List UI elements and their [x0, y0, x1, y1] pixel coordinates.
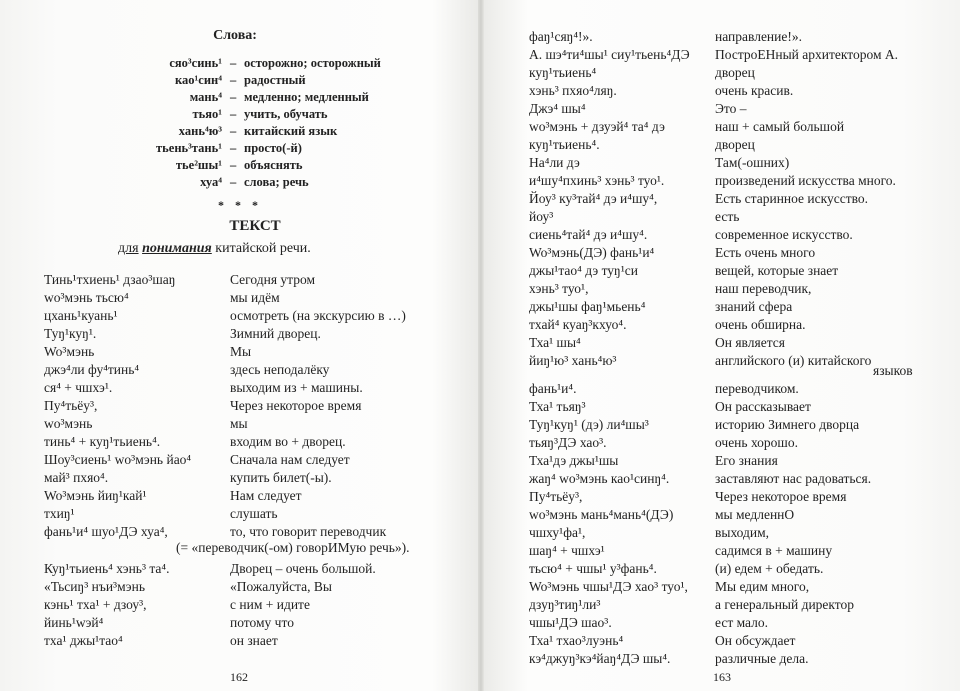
text-line — [529, 208, 939, 226]
chinese-text: тха¹ джы¹тао⁴ — [44, 633, 123, 648]
russian-text: очень хорошо. — [715, 435, 798, 450]
russian-text: а генеральный директор — [715, 597, 855, 612]
text-line — [529, 578, 939, 596]
russian-text: (и) едем + обедать. — [715, 561, 824, 576]
vocab-meaning: радостный — [244, 73, 306, 87]
vocab-title: Слова: — [213, 28, 257, 43]
russian-text: садимся в + машину — [715, 543, 833, 558]
russian-text: входим во + дворец. — [230, 434, 346, 449]
vocab-meaning: медленно; медленный — [244, 90, 369, 104]
text-line — [529, 416, 939, 434]
text-line — [529, 632, 939, 650]
vocab-row — [110, 141, 440, 157]
russian-text: переводчиком. — [715, 381, 799, 396]
chinese-text: ся⁴ + чшхэ¹. — [44, 380, 113, 395]
text-line — [529, 524, 939, 542]
chinese-text: Wo³мэнь(ДЭ) фань¹и⁴ — [529, 245, 655, 260]
chinese-text: куŋ¹тьиень⁴ — [529, 65, 597, 80]
text-line — [44, 632, 454, 650]
text-line — [529, 560, 939, 578]
vocab-row — [110, 90, 440, 106]
text-line — [529, 46, 939, 64]
text-line — [44, 397, 454, 415]
chinese-text: сиень⁴тай⁴ дэ и⁴шу⁴. — [529, 227, 648, 242]
russian-text: вещей, которые знает — [715, 263, 839, 278]
vocab-dash: – — [230, 73, 237, 87]
section-separator: * * * — [218, 198, 262, 212]
chinese-text: Куŋ¹тьиень⁴ хэнь³ та⁴. — [44, 561, 170, 576]
vocab-row — [110, 73, 440, 89]
vocab-meaning: слова; речь — [244, 175, 309, 189]
chinese-text: йиŋ¹ю³ хань⁴ю³ — [529, 353, 617, 368]
russian-text: «Пожалуйста, Вы — [230, 579, 332, 594]
chinese-text: тьсю⁴ + чшы¹ у³фань⁴. — [529, 561, 657, 576]
text-line — [529, 614, 939, 632]
russian-text: дворец — [715, 137, 755, 152]
chinese-text: Тха¹ шы⁴ — [529, 335, 581, 350]
text-line — [44, 415, 454, 433]
chinese-text: wo³мэнь тьсю⁴ — [44, 290, 129, 305]
vocab-dash: – — [230, 90, 237, 104]
russian-text: Через некоторое время — [715, 489, 847, 504]
chinese-text: фань¹и⁴ шуо¹ДЭ хуа⁴, — [44, 524, 168, 539]
text-line — [529, 244, 939, 262]
text-line — [44, 578, 454, 596]
vocab-row — [110, 56, 440, 72]
text-line — [529, 190, 939, 208]
chinese-text: йоу³ — [529, 209, 554, 224]
vocab-dash: – — [230, 56, 237, 70]
text-line — [44, 271, 454, 289]
russian-text: то, что говорит переводчик — [230, 524, 387, 539]
russian-text: английского (и) китайского — [715, 353, 872, 368]
text-line — [529, 650, 939, 668]
text-line — [529, 398, 939, 416]
text-line — [529, 434, 939, 452]
chinese-text: Пу⁴тьёу³, — [44, 398, 98, 413]
subtitle-part-emphasis: понимания — [142, 241, 212, 256]
chinese-text: шаŋ⁴ + чшхэ¹ — [529, 543, 605, 558]
chinese-text: йинь¹wэй⁴ — [44, 615, 104, 630]
chinese-text: цхань¹куань¹ — [44, 308, 118, 323]
russian-text: Мы — [230, 344, 252, 359]
book-gutter — [478, 0, 484, 691]
chinese-text: Wo³мэнь — [44, 344, 95, 359]
chinese-text: тинь⁴ + куŋ¹тьиень⁴. — [44, 434, 161, 449]
text-line — [529, 470, 939, 488]
chinese-text: жаŋ⁴ wo³мэнь као¹синŋ⁴. — [529, 471, 670, 486]
text-line — [529, 64, 939, 82]
russian-text: наш переводчик, — [715, 281, 812, 296]
subtitle-part: китайской речи. — [215, 241, 311, 256]
russian-text: Сегодня утром — [230, 272, 316, 287]
russian-text: дворец — [715, 65, 755, 80]
russian-text: ест мало. — [715, 615, 769, 630]
text-line — [529, 262, 939, 280]
russian-text: Его знания — [715, 453, 778, 468]
russian-text: наш + самый большой — [715, 119, 845, 134]
chinese-text: Туŋ¹куŋ¹. — [44, 326, 97, 341]
vocab-dash: – — [230, 141, 237, 155]
text-line — [529, 136, 939, 154]
russian-text: Через некоторое время — [230, 398, 362, 413]
vocab-row — [110, 107, 440, 123]
chinese-text: На⁴ли дэ — [529, 155, 580, 170]
vocab-dash: – — [230, 124, 237, 138]
vocab-meaning: объяснять — [244, 158, 303, 172]
vocab-row — [110, 124, 440, 140]
chinese-text: дзуŋ³тиŋ¹ли³ — [529, 597, 601, 612]
text-line — [529, 226, 939, 244]
text-line — [44, 433, 454, 451]
note-line: (= «переводчик(-ом) говорИМую речь»). — [176, 540, 410, 555]
russian-text: Мы едим много, — [715, 579, 810, 594]
russian-text: с ним + идите — [230, 597, 310, 612]
text-line — [44, 451, 454, 469]
russian-text: Зимний дворец. — [230, 326, 321, 341]
russian-text: он знает — [230, 633, 278, 648]
russian-text: есть — [715, 209, 740, 224]
vocab-meaning: просто(-й) — [244, 141, 302, 155]
russian-text: слушать — [230, 506, 278, 521]
chinese-text: джы¹шы фаŋ¹мьень⁴ — [529, 299, 646, 314]
russian-text: очень обширна. — [715, 317, 806, 332]
russian-text: заставляют нас радоваться. — [715, 471, 872, 486]
text-line — [529, 154, 939, 172]
russian-text: мы идём — [230, 290, 280, 305]
text-line — [529, 542, 939, 560]
chinese-text: wo³мэнь + дзуэй⁴ та⁴ дэ — [529, 119, 665, 134]
vocab-meaning: учить, обучать — [244, 107, 328, 121]
text-line — [529, 298, 939, 316]
chinese-text: А. шэ⁴ти⁴шы¹ сиу¹тьень⁴ДЭ — [529, 47, 690, 62]
text-line — [529, 118, 939, 136]
vocab-word: хань⁴ю³ — [178, 124, 222, 138]
text-line — [529, 596, 939, 614]
chinese-text: wo³мэнь мань⁴мань⁴(ДЭ) — [529, 507, 674, 522]
vocab-word: тьяо¹ — [192, 107, 222, 121]
text-line — [529, 380, 939, 398]
text-line — [44, 487, 454, 505]
chinese-text: май³ пхяо⁴. — [44, 470, 109, 485]
text-line — [44, 343, 454, 361]
chinese-text: Тха¹ тьяŋ³ — [529, 399, 586, 414]
russian-text: знаний сфера — [715, 299, 793, 314]
text-line — [529, 334, 939, 352]
russian-text: современное искусство. — [715, 227, 853, 242]
text-line — [529, 100, 939, 118]
chinese-text: джэ⁴ли фу⁴тинь⁴ — [44, 362, 140, 377]
russian-text: Он является — [715, 335, 785, 350]
chinese-text: Тха¹ тхао³луэнь⁴ — [529, 633, 624, 648]
russian-text: выходим, — [715, 525, 770, 540]
chinese-text: Джэ⁴ шы⁴ — [529, 101, 586, 116]
russian-text: выходим из + машины. — [230, 380, 363, 395]
russian-text: различные дела. — [715, 651, 809, 666]
chinese-text: тхиŋ¹ — [44, 506, 75, 521]
russian-text: купить билет(-ы). — [230, 470, 332, 485]
vocab-word: мань⁴ — [189, 90, 222, 104]
text-line — [529, 452, 939, 470]
vocab-dash: – — [230, 175, 237, 189]
vocab-meaning: осторожно; осторожный — [244, 56, 381, 70]
chinese-text: тьяŋ³ДЭ хао³. — [529, 435, 607, 450]
vocab-word: као¹син⁴ — [175, 73, 222, 87]
vocab-word: хуа⁴ — [200, 175, 222, 189]
text-line — [44, 469, 454, 487]
russian-text: Дворец – очень большой. — [230, 561, 376, 576]
russian-text: историю Зимнего дворца — [715, 417, 860, 432]
russian-text: мы медленнО — [715, 507, 795, 522]
wrapped-word: языков — [873, 363, 913, 378]
chinese-text: Тха¹дэ джы¹шы — [529, 453, 619, 468]
chinese-text: Шоу³сиень¹ wo³мэнь йао⁴ — [44, 452, 192, 467]
chinese-text: фань¹и⁴. — [529, 381, 577, 396]
chinese-text: и⁴шу⁴пхинь³ хэнь³ туо¹. — [529, 173, 665, 188]
vocab-word: тьень³тань¹ — [156, 141, 222, 155]
russian-text: Есть очень много — [715, 245, 816, 260]
russian-text: Есть старинное искусство. — [715, 191, 869, 206]
chinese-text: кэ⁴джуŋ³кэ⁴йаŋ⁴ДЭ шы⁴. — [529, 651, 671, 666]
vocab-row — [110, 158, 440, 174]
page-number: 162 — [230, 670, 248, 684]
chinese-text: тхай⁴ куаŋ³кхуо⁴. — [529, 317, 627, 332]
text-line — [529, 82, 939, 100]
vocab-row — [110, 175, 440, 191]
russian-text: Нам следует — [230, 488, 302, 503]
text-subtitle — [118, 241, 378, 257]
chinese-text: Wo³мэнь йиŋ¹кай¹ — [44, 488, 147, 503]
vocab-dash: – — [230, 107, 237, 121]
russian-text: произведений искусства много. — [715, 173, 896, 188]
russian-text: Сначала нам следует — [230, 452, 350, 467]
text-line — [529, 316, 939, 334]
russian-text: потому что — [230, 615, 294, 630]
chinese-text: фаŋ¹сяŋ⁴!». — [529, 29, 593, 44]
text-line — [44, 289, 454, 307]
chinese-text: Туŋ¹куŋ¹ (дэ) ли⁴шы³ — [529, 417, 649, 432]
text-title: ТЕКСТ — [229, 218, 281, 234]
vocab-meaning: китайский язык — [244, 124, 338, 138]
page-number: 163 — [713, 670, 731, 684]
text-line — [529, 28, 939, 46]
text-line — [529, 172, 939, 190]
chinese-text: Тинь¹тхиень¹ дзао³шаŋ — [44, 272, 176, 287]
chinese-text: хэнь³ пхяо⁴ляŋ. — [529, 83, 617, 98]
text-line — [529, 280, 939, 298]
chinese-text: кэнь¹ тха¹ + дзоу³, — [44, 597, 147, 612]
chinese-text: чшху¹фа¹, — [529, 525, 586, 540]
russian-text: очень красив. — [715, 83, 794, 98]
text-line — [44, 325, 454, 343]
russian-text: Он рассказывает — [715, 399, 811, 414]
russian-text: ПостроЕНный архитектором А. — [715, 47, 899, 62]
chinese-text: куŋ¹тьиень⁴. — [529, 137, 600, 152]
chinese-text: wo³мэнь — [44, 416, 93, 431]
vocab-word: сяо³синь¹ — [169, 56, 222, 70]
text-line — [44, 307, 454, 325]
chinese-text: хэнь³ туо¹, — [529, 281, 589, 296]
russian-text: осмотреть (на экскурсию в …) — [230, 308, 406, 323]
russian-text: здесь неподалёку — [230, 362, 330, 377]
russian-text: направление!». — [715, 29, 802, 44]
vocab-word: тье²шы¹ — [175, 158, 222, 172]
subtitle-part: для — [118, 241, 139, 256]
text-line — [529, 488, 939, 506]
text-line — [44, 523, 454, 541]
chinese-text: «Тьсиŋ³ нъи³мэнь — [44, 579, 145, 594]
text-line — [44, 505, 454, 523]
text-line — [44, 560, 454, 578]
text-line — [44, 361, 454, 379]
russian-text: мы — [230, 416, 248, 431]
chinese-text: джы¹тао⁴ дэ туŋ¹си — [529, 263, 638, 278]
chinese-text: чшы¹ДЭ шао³. — [529, 615, 612, 630]
text-line — [529, 506, 939, 524]
chinese-text: Йоу³ ку³тай⁴ дэ и⁴шу⁴, — [529, 191, 658, 206]
russian-text: Он обсуждает — [715, 633, 796, 648]
russian-text: Это – — [715, 101, 747, 116]
vocab-dash: – — [230, 158, 237, 172]
text-line — [44, 614, 454, 632]
text-line — [44, 379, 454, 397]
chinese-text: Пу⁴тьёу³, — [529, 489, 583, 504]
chinese-text: Wo³мэнь чшы¹ДЭ хао³ туо¹, — [529, 579, 688, 594]
text-line — [44, 596, 454, 614]
russian-text: Там(-ошних) — [715, 155, 790, 170]
